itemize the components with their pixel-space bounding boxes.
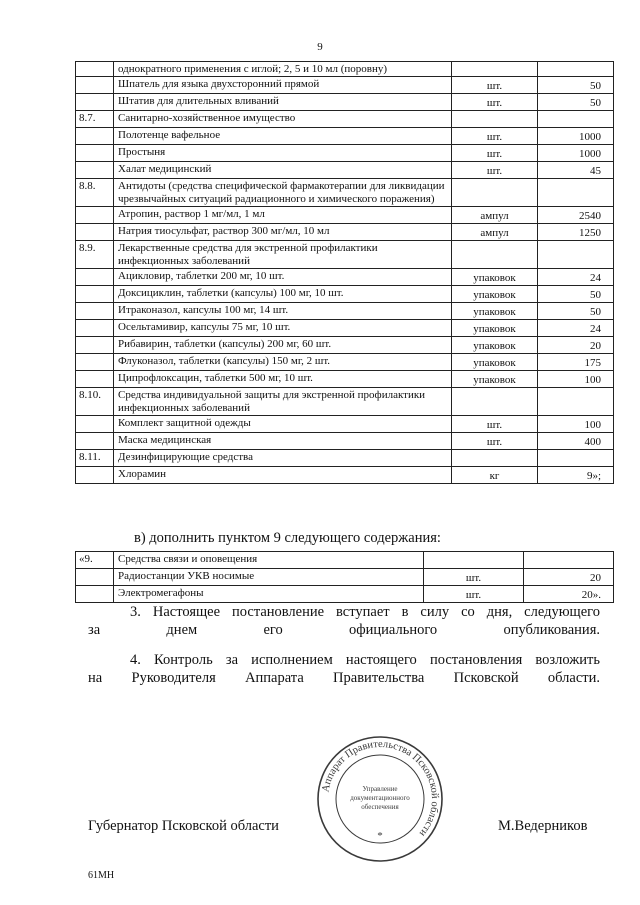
item-quantity (538, 388, 614, 416)
item-unit: шт. (452, 416, 538, 433)
item-unit (452, 179, 538, 207)
item-number (76, 337, 114, 354)
item-name: Средства индивидуальной защиты для экстренной профилактики инфекционных заболеваний (114, 388, 452, 416)
supplies-row (76, 433, 614, 450)
new-item-row (76, 569, 614, 586)
item-quantity: 50 (538, 77, 614, 94)
item-number (76, 467, 114, 484)
amendment-note: в) дополнить пунктом 9 следующего содержания: (134, 530, 441, 546)
item-quantity: 50 (538, 94, 614, 111)
item-unit: шт. (452, 162, 538, 179)
item-name: Ципрофлоксацин, таблетки 500 мг, 10 шт. (114, 371, 452, 388)
item-quantity (538, 62, 614, 77)
item-unit: шт. (452, 77, 538, 94)
seal-line-1: Управление (362, 785, 398, 793)
item-quantity: 45 (538, 162, 614, 179)
item-number (76, 128, 114, 145)
supplies-row (76, 337, 614, 354)
item-quantity: 50 (538, 286, 614, 303)
item-name: Шпатель для языка двухсторонний прямой (114, 77, 452, 94)
item-name: Электромегафоны (114, 586, 424, 603)
item-quantity: 9»; (538, 467, 614, 484)
item-4-line-2: на Руководителя Аппарата Правительства Псковской области. (88, 670, 600, 686)
seal-star-icon: * (377, 830, 383, 842)
item-unit: шт. (452, 128, 538, 145)
item-unit: ампул (452, 224, 538, 241)
supplies-row (76, 179, 614, 207)
item-number (76, 94, 114, 111)
item-unit (452, 450, 538, 467)
item-unit: упаковок (452, 269, 538, 286)
item-name: Хлорамин (114, 467, 452, 484)
item-quantity: 50 (538, 303, 614, 320)
item-unit: упаковок (452, 303, 538, 320)
item-unit: шт. (424, 569, 524, 586)
item-quantity (524, 552, 614, 569)
item-number: 8.11. (76, 450, 114, 467)
item-unit: шт. (424, 586, 524, 603)
item-name: Флуконазол, таблетки (капсулы) 150 мг, 2 шт. (114, 354, 452, 371)
supplies-row (76, 128, 614, 145)
item-quantity: 24 (538, 320, 614, 337)
official-seal (316, 735, 444, 863)
supplies-row (76, 145, 614, 162)
item-quantity: 100 (538, 371, 614, 388)
supplies-row (76, 207, 614, 224)
item-number (76, 269, 114, 286)
item-quantity (538, 241, 614, 269)
item-unit (424, 552, 524, 569)
item-number (76, 62, 114, 77)
item-quantity: 1000 (538, 145, 614, 162)
item-quantity: 20 (524, 569, 614, 586)
item-unit: упаковок (452, 371, 538, 388)
item-number (76, 145, 114, 162)
supplies-row (76, 286, 614, 303)
supplies-table (75, 61, 614, 484)
item-unit (452, 241, 538, 269)
item-name: Дезинфицирующие средства (114, 450, 452, 467)
supplies-row (76, 450, 614, 467)
item-unit: упаковок (452, 354, 538, 371)
item-number: 8.9. (76, 241, 114, 269)
supplies-row (76, 269, 614, 286)
item-4-paragraph (88, 651, 600, 687)
item-number: «9. (76, 552, 114, 569)
supplies-row (76, 77, 614, 94)
item-quantity: 100 (538, 416, 614, 433)
item-number (76, 416, 114, 433)
supplies-row (76, 162, 614, 179)
item-unit (452, 111, 538, 128)
item-3-line-1: 3. Настоящее постановление вступает в силу со дня, следующего (130, 604, 600, 620)
governor-name: М.Ведерников (498, 818, 588, 834)
seal-line-3: обеспечения (361, 803, 399, 811)
item-quantity (538, 450, 614, 467)
item-number: 8.7. (76, 111, 114, 128)
item-number (76, 569, 114, 586)
new-item-table (75, 551, 614, 603)
new-item-row (76, 552, 614, 569)
item-number (76, 586, 114, 603)
supplies-row (76, 371, 614, 388)
item-quantity: 20 (538, 337, 614, 354)
seal-line-2: документационного (350, 794, 410, 802)
supplies-row (76, 62, 614, 77)
item-name: Осельтамивир, капсулы 75 мг, 10 шт. (114, 320, 452, 337)
item-unit: шт. (452, 433, 538, 450)
item-name: Маска медицинская (114, 433, 452, 450)
item-name: Простыня (114, 145, 452, 162)
supplies-row (76, 416, 614, 433)
seal-outer-text: Аппарат Правительства Псковской области (320, 738, 441, 839)
item-name: Лекарственные средства для экстренной профилактики инфекционных заболеваний (114, 241, 452, 269)
item-name: однократного применения с иглой; 2, 5 и 10 мл (поровну) (114, 62, 452, 77)
item-quantity: 20». (524, 586, 614, 603)
item-unit: упаковок (452, 320, 538, 337)
item-unit: шт. (452, 145, 538, 162)
item-quantity: 1000 (538, 128, 614, 145)
item-name: Антидоты (средства специфической фармакотерапии для ликвидации чрезвычайных ситуаций радиационного и химического поражения) (114, 179, 452, 207)
item-name: Халат медицинский (114, 162, 452, 179)
item-number (76, 354, 114, 371)
item-unit: упаковок (452, 286, 538, 303)
page-number: 9 (317, 41, 323, 53)
item-number (76, 207, 114, 224)
item-name: Комплект защитной одежды (114, 416, 452, 433)
item-name: Полотенце вафельное (114, 128, 452, 145)
item-name: Рибавирин, таблетки (капсулы) 200 мг, 60 шт. (114, 337, 452, 354)
supplies-row (76, 94, 614, 111)
item-name: Штатив для длительных вливаний (114, 94, 452, 111)
item-number (76, 371, 114, 388)
item-name: Атропин, раствор 1 мг/мл, 1 мл (114, 207, 452, 224)
supplies-row (76, 320, 614, 337)
item-number (76, 224, 114, 241)
new-item-row (76, 586, 614, 603)
item-name: Доксициклин, таблетки (капсулы) 100 мг, 10 шт. (114, 286, 452, 303)
item-number (76, 286, 114, 303)
item-unit: ампул (452, 207, 538, 224)
supplies-row (76, 111, 614, 128)
item-4-line-1: 4. Контроль за исполнением настоящего постановления возложить (130, 652, 600, 668)
supplies-row (76, 467, 614, 484)
item-quantity: 24 (538, 269, 614, 286)
item-unit (452, 62, 538, 77)
document-code: 61МН (88, 870, 115, 881)
supplies-row (76, 354, 614, 371)
item-unit: упаковок (452, 337, 538, 354)
item-name: Средства связи и оповещения (114, 552, 424, 569)
supplies-row (76, 241, 614, 269)
item-number (76, 320, 114, 337)
item-name: Итраконазол, капсулы 100 мг, 14 шт. (114, 303, 452, 320)
item-unit (452, 388, 538, 416)
item-number: 8.10. (76, 388, 114, 416)
item-quantity (538, 179, 614, 207)
supplies-row (76, 388, 614, 416)
item-number (76, 162, 114, 179)
item-quantity (538, 111, 614, 128)
governor-title: Губернатор Псковской области (88, 818, 279, 834)
item-quantity: 2540 (538, 207, 614, 224)
item-3-paragraph (88, 603, 600, 639)
item-number (76, 77, 114, 94)
item-3-line-2: за днем его официального опубликования. (88, 622, 600, 638)
item-number: 8.8. (76, 179, 114, 207)
item-quantity: 1250 (538, 224, 614, 241)
item-quantity: 400 (538, 433, 614, 450)
item-unit: шт. (452, 94, 538, 111)
item-number (76, 303, 114, 320)
item-name: Натрия тиосульфат, раствор 300 мг/мл, 10 мл (114, 224, 452, 241)
item-name: Ацикловир, таблетки 200 мг, 10 шт. (114, 269, 452, 286)
item-name: Радиостанции УКВ носимые (114, 569, 424, 586)
supplies-row (76, 224, 614, 241)
supplies-row (76, 303, 614, 320)
item-unit: кг (452, 467, 538, 484)
item-number (76, 433, 114, 450)
item-quantity: 175 (538, 354, 614, 371)
item-name: Санитарно-хозяйственное имущество (114, 111, 452, 128)
